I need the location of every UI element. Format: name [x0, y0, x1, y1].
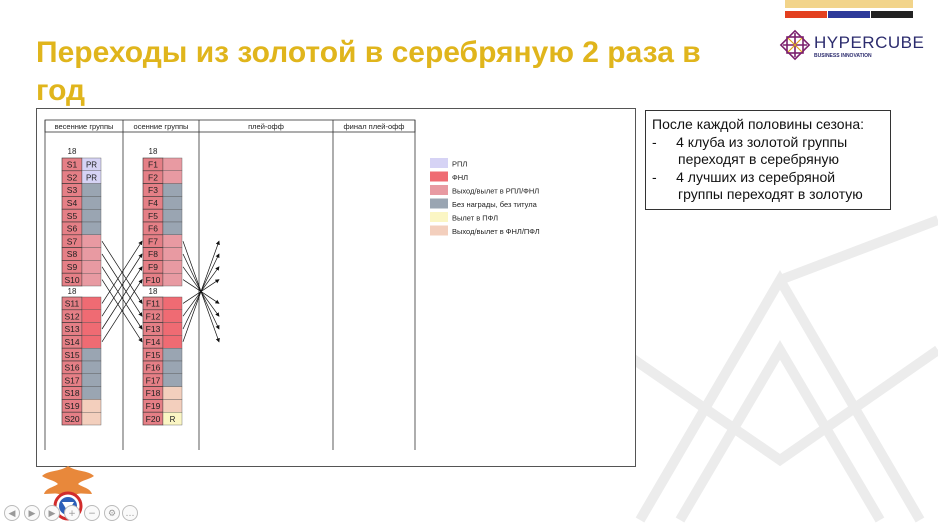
autumn-status-cell [163, 222, 182, 235]
autumn-status-cell [163, 184, 182, 197]
autumn-status-cell [163, 361, 182, 374]
legend-swatch-promo_fnl_pfl [430, 226, 448, 236]
autumn-status-cell [163, 399, 182, 412]
top-color-bars [785, 0, 913, 20]
autumn-status-cell [163, 348, 182, 361]
autumn-status-cell [163, 158, 182, 171]
info-note [645, 110, 891, 210]
spring-status-cell [82, 348, 101, 361]
header-3: плей-офф [248, 122, 284, 131]
autumn-team-label: F4 [148, 198, 158, 208]
spring-team-label: S15 [64, 349, 80, 360]
spring-team-label: S4 [66, 198, 78, 208]
legend-swatch-relegation_pfl [430, 212, 448, 222]
zoom-in-icon[interactable]: + [64, 505, 80, 521]
spring-team-label: S19 [64, 401, 80, 411]
autumn-team-label: F2 [148, 172, 158, 183]
legend-swatch-rpl [430, 158, 448, 168]
autumn-team-label: F17 [145, 375, 161, 386]
autumn-group2-count: 18 [148, 287, 158, 296]
autumn-status-cell [163, 374, 182, 387]
note-item-2-line1: 4 лучших из серебряной [676, 168, 836, 185]
autumn-team-label: F7 [148, 236, 158, 247]
autumn-team-label: F1 [148, 159, 158, 170]
spring-team-label: S10 [64, 274, 80, 285]
header-2: осенние группы [133, 122, 189, 131]
autumn-team-label: F20 [145, 413, 161, 424]
autumn-team-label: F12 [145, 311, 161, 322]
background-decoration [620, 200, 938, 527]
autumn-team-label: F15 [145, 349, 161, 360]
autumn-team-label: F13 [145, 324, 161, 335]
legend-label-fnl: ФНЛ [452, 173, 469, 182]
autumn-team-label: F14 [145, 337, 161, 347]
spring-status-cell [82, 273, 101, 286]
legend-label-no_award: Без награды, без титула [452, 200, 537, 209]
autumn-tag: R [169, 414, 176, 424]
autumn-team-label: F6 [148, 223, 158, 234]
spring-team-label: S16 [64, 362, 80, 373]
spring-team-label: S18 [64, 388, 80, 399]
spring-status-cell [82, 399, 101, 412]
spring-status-cell [82, 184, 101, 197]
legend-swatch-no_award [430, 199, 448, 209]
spring-status-cell [82, 297, 101, 310]
spring-status-cell [82, 361, 101, 374]
autumn-team-label: F16 [145, 362, 161, 373]
legend-swatch-fnl [430, 172, 448, 182]
autumn-team-label: F5 [148, 210, 158, 221]
spring-status-cell [82, 374, 101, 387]
spring-team-label: S7 [66, 236, 78, 247]
autumn-status-cell [163, 273, 182, 286]
spring-tag: PR [85, 160, 98, 170]
spring-group1-count: 18 [67, 147, 77, 156]
note-item-2 [652, 169, 884, 187]
autumn-status-cell [163, 248, 182, 261]
autumn-status-cell [163, 260, 182, 273]
autumn-status-cell [163, 387, 182, 400]
note-heading: После каждой половины сезона: [652, 116, 864, 132]
autumn-status-cell [163, 171, 182, 184]
logo-tagline: BUSINESS INNOVATION [814, 53, 872, 59]
spring-team-label: S3 [66, 185, 78, 196]
spring-status-cell [82, 260, 101, 273]
autumn-status-cell [163, 196, 182, 209]
spring-team-label: S1 [66, 159, 78, 170]
spring-status-cell [82, 248, 101, 261]
spring-team-label: S5 [66, 210, 78, 221]
legend-swatch-promo_rpl_fnl [430, 185, 448, 195]
autumn-status-cell [163, 235, 182, 248]
play-icon[interactable]: ▶ [24, 505, 40, 521]
header-4: финал плей-офф [343, 122, 405, 131]
spring-tag: PR [85, 173, 98, 183]
spring-team-label: S20 [64, 413, 80, 424]
autumn-team-label: F10 [145, 274, 161, 285]
autumn-team-label: F3 [148, 185, 158, 196]
next-icon[interactable]: ▶ [44, 505, 60, 521]
spring-team-label: S12 [64, 311, 80, 322]
spring-group2-count: 18 [67, 287, 77, 296]
autumn-status-cell [163, 297, 182, 310]
spring-status-cell [82, 235, 101, 248]
autumn-status-cell [163, 335, 182, 348]
header-1: весенние группы [54, 122, 114, 131]
autumn-group1-count: 18 [148, 147, 158, 156]
spring-status-cell [82, 412, 101, 425]
autumn-team-label: F9 [148, 262, 158, 272]
spring-status-cell [82, 310, 101, 323]
spring-team-label: S2 [66, 172, 78, 183]
legend-label-rpl: РПЛ [452, 159, 468, 169]
hypercube-logo-icon [780, 30, 810, 60]
spring-status-cell [82, 222, 101, 235]
spring-status-cell [82, 209, 101, 222]
note-item-2-line2: группы переходят в золотую [678, 186, 863, 202]
league-structure-diagram [45, 120, 540, 450]
color-bars-graphic [785, 0, 913, 20]
note-item-1-line1: 4 клуба из золотой группы [676, 133, 848, 150]
prev-icon[interactable]: ◀ [4, 505, 20, 521]
zoom-out-icon[interactable]: − [84, 505, 100, 521]
note-item-1 [652, 134, 884, 152]
legend-label-promo_fnl_pfl: Выход/вылет в ФНЛ/ПФЛ [452, 227, 540, 236]
spring-team-label: S11 [64, 298, 80, 309]
spring-team-label: S13 [64, 324, 80, 335]
autumn-team-label: F18 [145, 388, 161, 399]
note-item-1-line2: переходят в серебряную [678, 151, 839, 167]
spring-team-label: S17 [64, 375, 80, 386]
spring-team-label: S9 [66, 262, 78, 272]
autumn-team-label: F11 [145, 298, 161, 309]
logo-name: HYPERCUBE [814, 33, 925, 52]
spring-status-cell [82, 335, 101, 348]
spring-team-label: S14 [64, 337, 80, 347]
hypercube-logo [780, 30, 925, 64]
note-bullet-2: - [652, 168, 657, 185]
spring-team-label: S6 [66, 223, 78, 234]
autumn-status-cell [163, 209, 182, 222]
autumn-status-cell [163, 310, 182, 323]
spring-status-cell [82, 387, 101, 400]
settings-icon[interactable]: ⚙ [104, 505, 120, 521]
spring-status-cell [82, 323, 101, 336]
more-icon[interactable]: … [122, 505, 138, 521]
autumn-team-label: F8 [148, 249, 158, 260]
legend-label-promo_rpl_fnl: Выход/вылет в РПЛ/ФНЛ [452, 186, 540, 196]
slide-title: Переходы из золотой в серебряную 2 раза в год [36, 36, 701, 107]
autumn-team-label: F19 [145, 401, 161, 411]
spring-status-cell [82, 196, 101, 209]
note-bullet-1: - [652, 133, 657, 150]
spring-team-label: S8 [66, 249, 78, 260]
autumn-status-cell [163, 323, 182, 336]
legend-label-relegation_pfl: Вылет в ПФЛ [452, 213, 499, 223]
